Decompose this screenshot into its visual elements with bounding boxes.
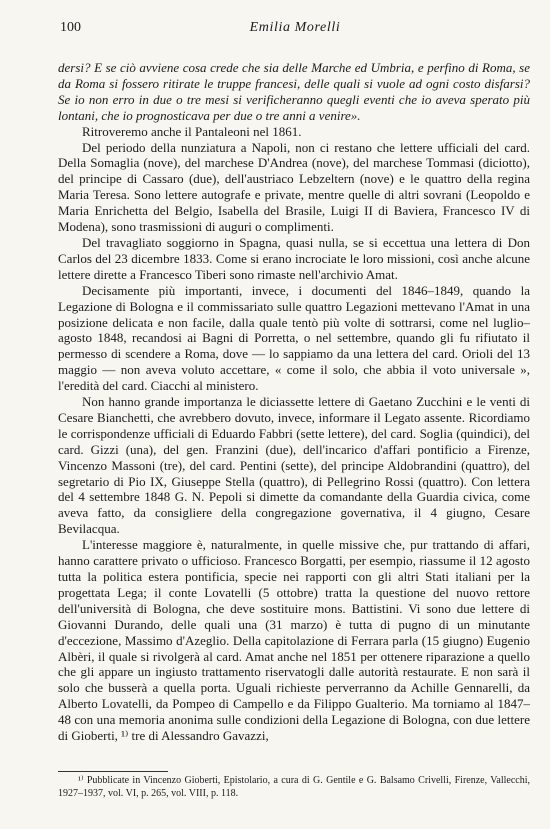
body-text — [58, 60, 530, 744]
paragraph: L'interesse maggiore è, naturalmente, in quelle missive che, pur trattando di affari, hanno carattere privato o ufficioso. Francesco Borgatti, per esempio, riassume il 12 agosto tutta la politica estera pontificia, specie nei rapporti con gli altri Stati italiani per la progettata Lega; il conte Lovatelli (5 ottobre) tratta la questione del nuovo rettore dell'università di Bologna, che deve sostituire mons. Battistini. Vi sono due lettere di Giovanni Durando, delle quali una (31 marzo) è tutta di pugno di un minutante d'eccezione, Massimo d'Azeglio. Della capitolazione di Ferrara parla (15 giugno) Eugenio Albèri, il quale si rivolgerà al card. Amat anche nel 1851 per ottenere riparazione a quello che gli appare un ingiusto trattamento riservatogli dalle autorità restaurate. E non sarà il solo che busserà a quella porta. Uguali richieste perverranno da Achille Gennarelli, da Alberto Lovatelli, da Pompeo di Campello e da Filippo Gualterio. Ma torniamo al 1847–48 con una memoria anonima sulle condizioni della Legazione di Bologna, con due lettere di Gioberti, ¹⁾ tre di Alessandro Gavazzi, — [58, 537, 530, 744]
running-title: Emilia Morelli — [249, 20, 341, 35]
page-header — [60, 18, 530, 38]
paragraph: Del travagliato soggiorno in Spagna, quasi nulla, se si eccettua una lettera di Don Carlos del 23 dicembre 1833. Come si erano incrociate le loro missioni, così anche alcune lettere dirette a Francesco Tiberi sono rimaste nell'archivio Amat. — [58, 234, 530, 282]
footnote-rule — [58, 771, 168, 772]
paragraph: Non hanno grande importanza le diciassette lettere di Gaetano Zucchini e le venti di Cesare Bianchetti, che avrebbero dovuto, invece, informare il Legato assente. Ricordiamo le corrispondenze ufficiali di Eduardo Fabbri (sette lettere), del card. Soglia (quindici), del card. Gizzi (una), del gen. Franzini (due), dell'incarico d'affari pontificio a Firenze, Vincenzo Massoni (tre), del card. Pentini (sette), del principe Aldobrandini (quattro), del segretario di Pio IX, Giuseppe Stella (quattro), di Pellegrino Rossi (quattro). Con lettera del 4 settembre 1848 G. N. Pepoli si dimette da comandante della Guardia civica, come aveva fatto, da consigliere della congregazione governativa, il 4 giugno, Cesare Bevilacqua. — [58, 394, 530, 537]
page-number: 100 — [60, 20, 81, 35]
footnote-text: ¹⁾ Pubblicate in Vincenzo Gioberti, Epistolario, a cura di G. Gentile e G. Balsamo Crivelli, Firenze, Vallecchi, 1927–1937, vol. VI, p. 265, vol. VIII, p. 118. — [58, 775, 530, 799]
paragraph: Ritroveremo anche il Pantaleoni nel 1861. — [82, 123, 302, 139]
paragraph: dersi? E se ciò avviene cosa crede che sia delle Marche ed Umbria, e perfino di Roma, se da Roma si fossero ritirate le truppe francesi, delle quali si vuole ad ogni costo disfarsi? Se io non erro in due o tre mesi si verificheranno quegli eventi che io aveva sperato più lontani, che io prognosticava per due o tre anni a venire». — [58, 60, 530, 123]
paragraph: Decisamente più importanti, invece, i documenti del 1846–1849, quando la Legazione di Bologna e il commissariato sulle quattro Legazioni mettevano l'Amat in una posizione delicata e non facile, dalla quale tentò più volte di sottrarsi, come nel luglio–agosto 1848, recandosi ai Bagni di Porretta, o nel settembre, quando gli fu rifiutato il permesso di scendere a Roma, dove — lo sappiamo da una lettera del card. Orioli del 13 maggio — non aveva voluto accettare, « come il solo, che abbia il voto universale », l'eredità del card. Ciacchi al ministero. — [58, 282, 530, 394]
footnote — [58, 774, 530, 800]
paragraph: Del periodo della nunziatura a Napoli, non ci restano che lettere ufficiali del card. Della Somaglia (nove), del marchese D'Andrea (nove), del marchese Tommasi (diciotto), del principe di Cassaro (due), dell'austriaco Lebzeltern (nove) e le quattro della regina Maria Teresa. Sono lettere autografe e private, mentre quelle di altri sovrani (Leopoldo e Maria Enrichetta del Belgio, Isabella del Brasile, Luigi II di Baviera, Francesco IV di Modena), sono trasmissioni di auguri o complimenti. — [58, 139, 530, 235]
